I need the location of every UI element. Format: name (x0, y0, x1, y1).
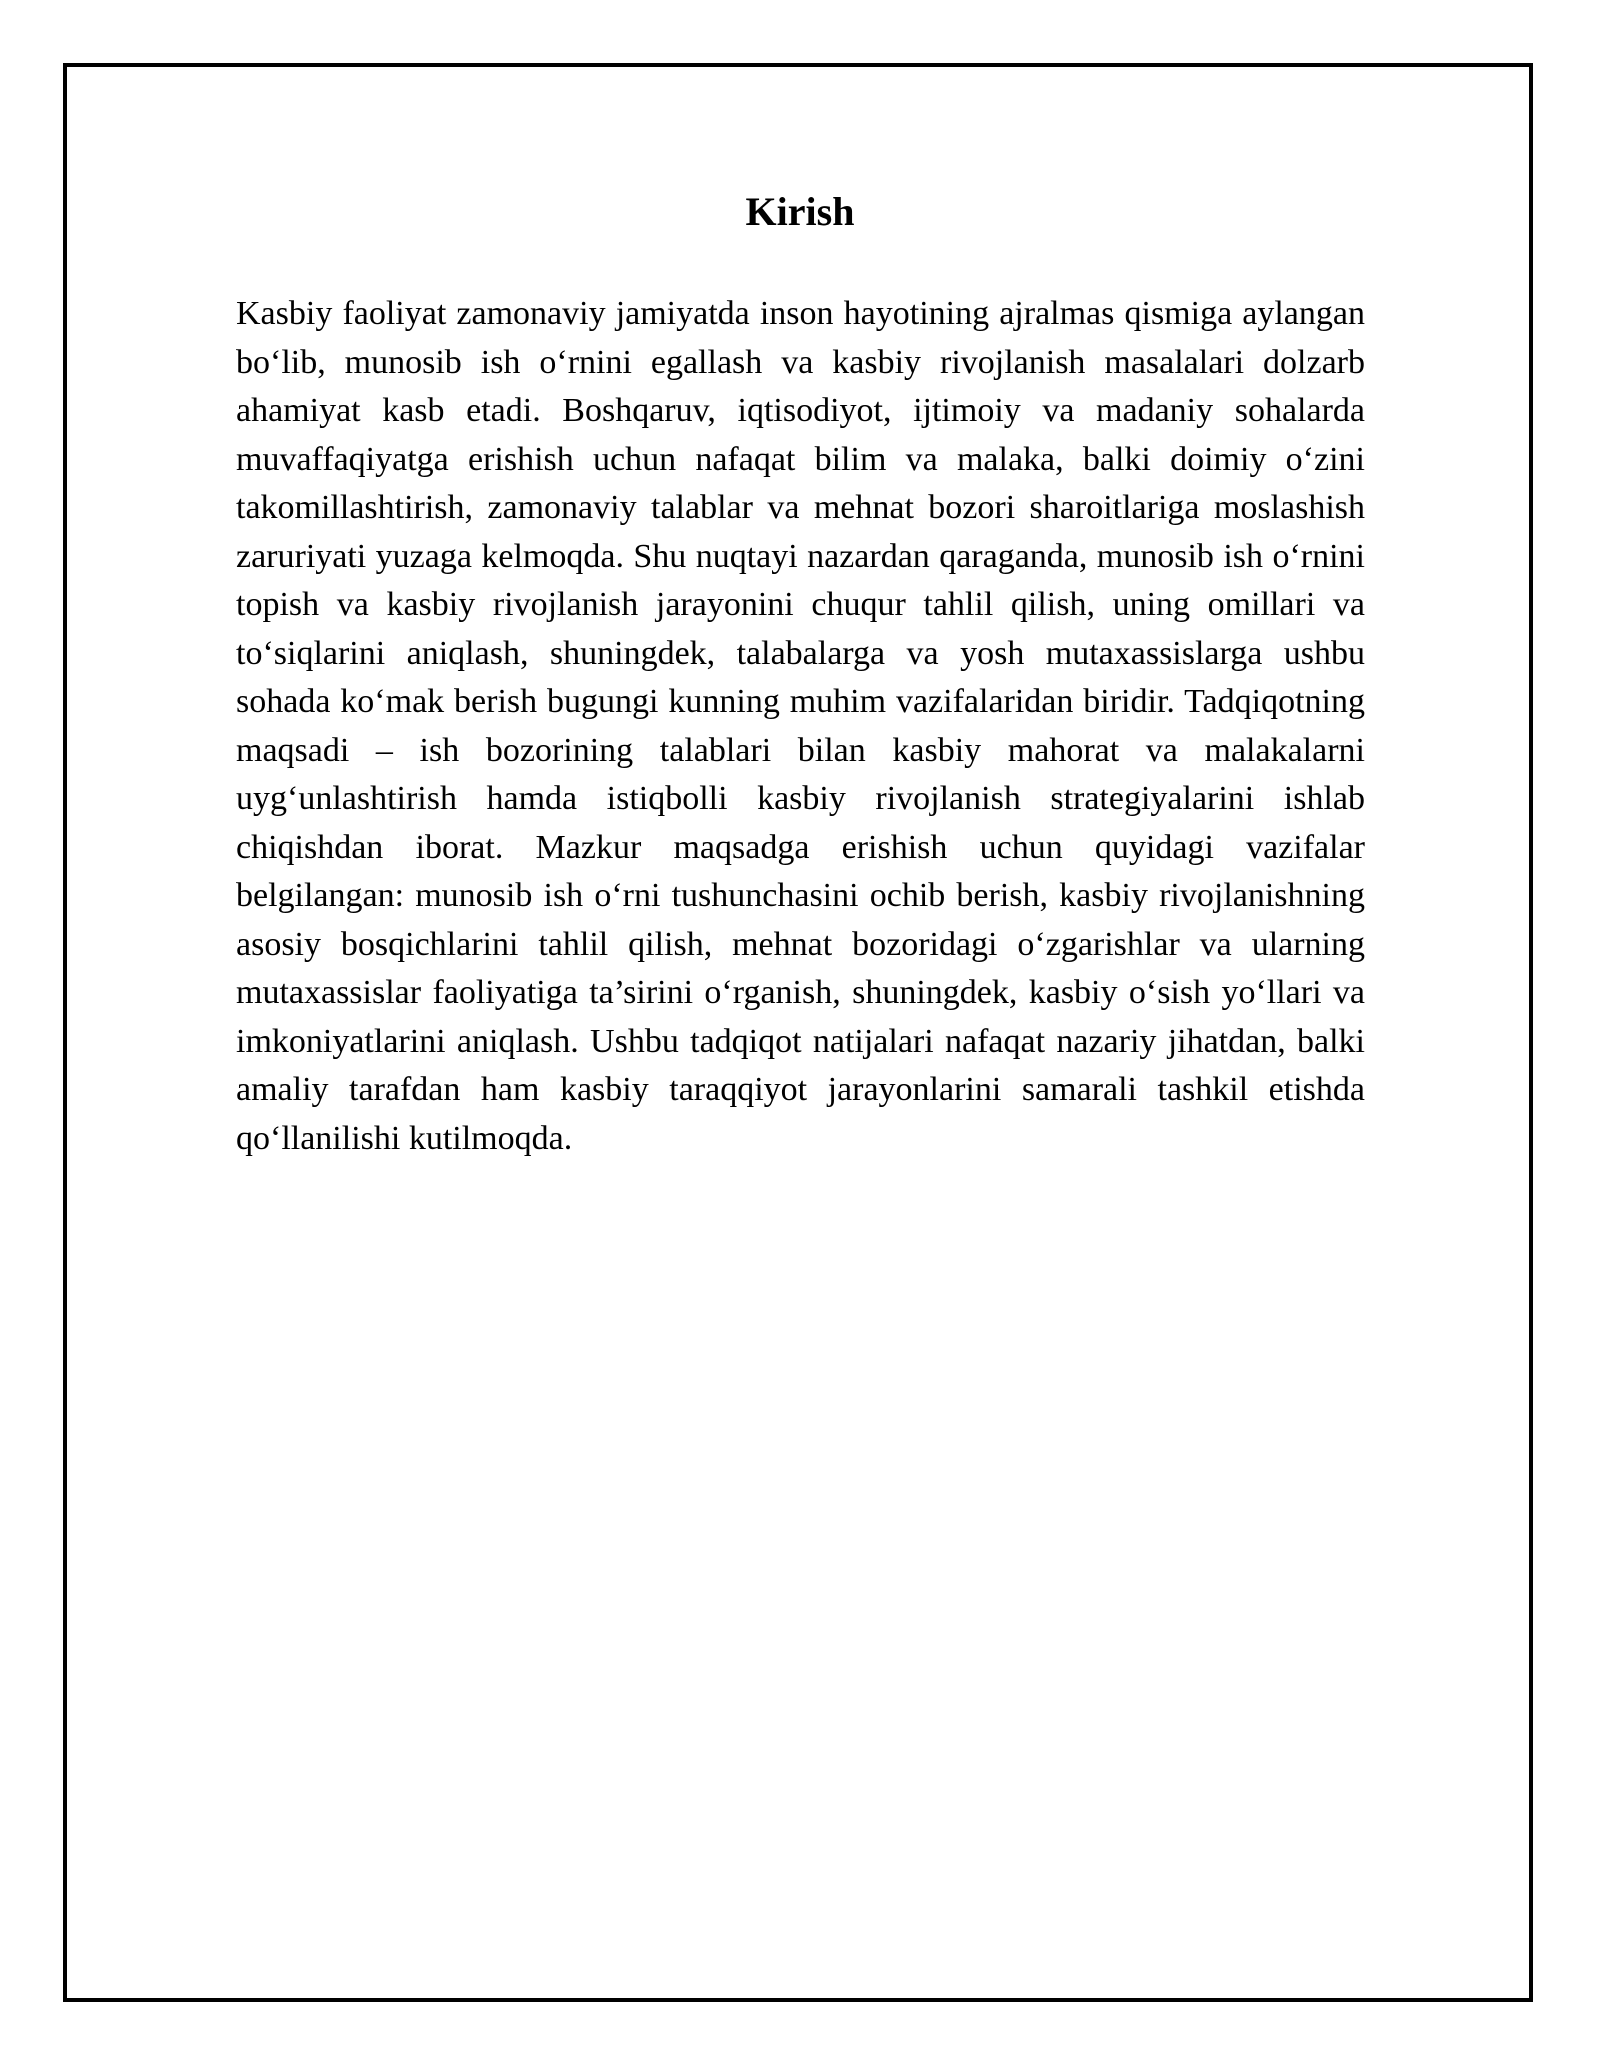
page-title: Kirish (745, 189, 855, 234)
intro-paragraph: Kasbiy faoliyat zamonaviy jamiyatda inson hayotining ajralmas qismiga aylangan bo‘lib, munosib ish o‘rnini egallash va kasbiy rivojlanish masalalari dolzarb ahamiyat kasb etadi. Boshqaruv, iqtisodiyot, ijtimoiy va madaniy sohalarda muvaffaqiyatga erishish uchun nafaqat bilim va malaka, balki doimiy o‘zini takomillashtirish, zamonaviy talablar va mehnat bozori sharoitlariga moslashish zaruriyati yuzaga kelmoqda. Shu nuqtayi nazardan qaraganda, munosib ish o‘rnini topish va kasbiy rivojlanish jarayonini chuqur tahlil qilish, uning omillari va to‘siqlarini aniqlash, shuningdek, talabalarga va yosh mutaxassislarga ushbu sohada ko‘mak berish bugungi kunning muhim vazifalaridan biridir. Tadqiqotning maqsadi – ish bozorining talablari bilan kasbiy mahorat va malakalarni uyg‘unlashtirish hamda istiqbolli kasbiy rivojlanish strategiyalarini ishlab chiqishdan iborat. Mazkur maqsadga erishish uchun quyidagi vazifalar belgilangan: munosib ish o‘rni tushunchasini ochib berish, kasbiy rivojlanishning asosiy bosqichlarini tahlil qilish, mehnat bozoridagi o‘zgarishlar va ularning mutaxassislar faoliyatiga ta’sirini o‘rganish, shuningdek, kasbiy o‘sish yo‘llari va imkoniyatlarini aniqlash. Ushbu tadqiqot natijalari nafaqat nazariy jihatdan, balki amaliy tarafdan ham kasbiy taraqqiyot jarayonlarini samarali tashkil etishda qo‘llanilishi kutilmoqda. (236, 295, 1365, 1157)
